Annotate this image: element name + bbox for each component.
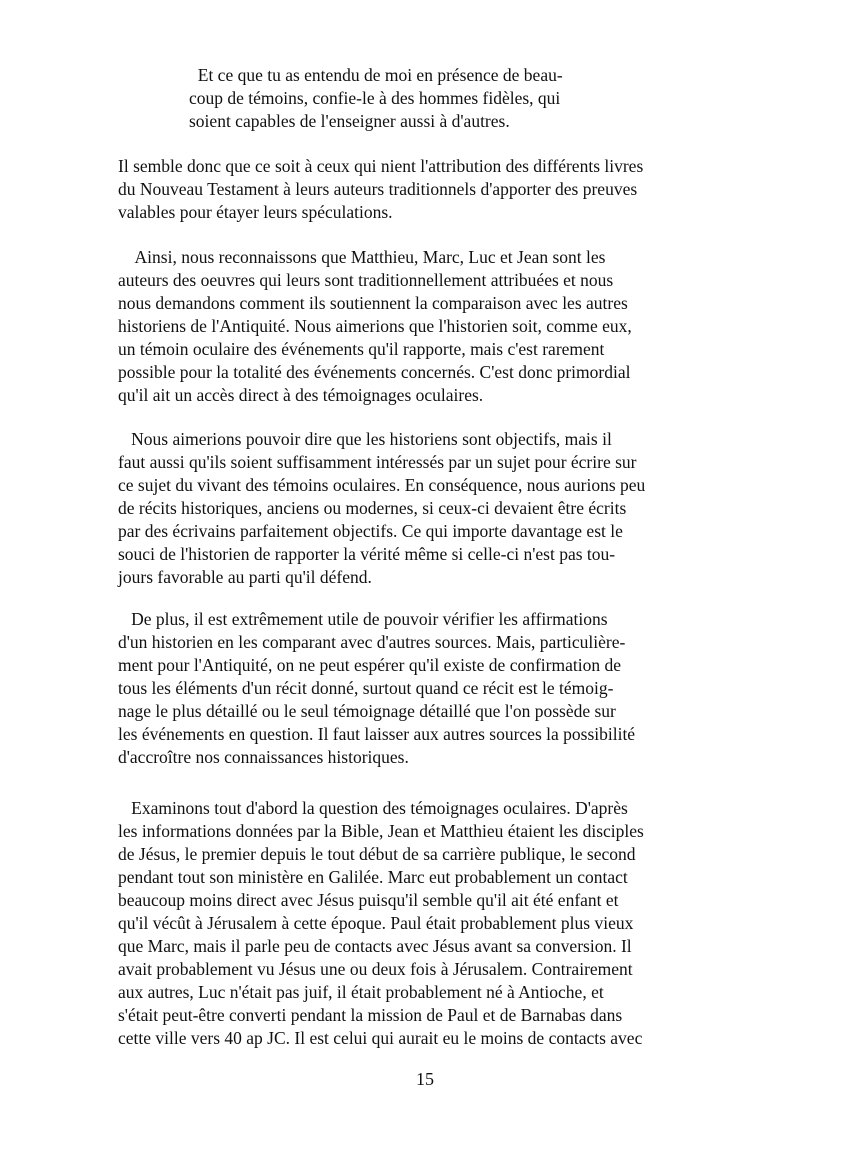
text-line: auteurs des oeuvres qui leurs sont traditionnellement attribuées et nous [118,270,614,290]
paragraph-1 [118,155,758,224]
text-line: possible pour la totalité des événements concernés. C'est donc primordial [118,362,631,382]
text-line: soient capables de l'enseigner aussi à d'autres. [189,111,510,131]
text-line: Ainsi, nous reconnaissons que Matthieu, Marc, Luc et Jean sont les [118,247,606,267]
text-line: qu'il vécût à Jérusalem à cette époque. Paul était probablement plus vieux [118,913,634,933]
text-line: qu'il ait un accès direct à des témoignages oculaires. [118,385,484,405]
text-line: De plus, il est extrêmement utile de pouvoir vérifier les affirmations [118,609,608,629]
text-line: Examinons tout d'abord la question des témoignages oculaires. D'après [118,798,628,818]
text-line: Il semble donc que ce soit à ceux qui nient l'attribution des différents livres [118,156,644,176]
text-line: nous demandons comment ils soutiennent la comparaison avec les autres [118,293,628,313]
text-line: pendant tout son ministère en Galilée. Marc eut probablement un contact [118,867,628,887]
paragraph-3 [118,428,758,589]
text-line: historiens de l'Antiquité. Nous aimerions que l'historien soit, comme eux, [118,316,632,336]
text-line: un témoin oculaire des événements qu'il rapporte, mais c'est rarement [118,339,605,359]
text-line: s'était peut-être converti pendant la mission de Paul et de Barnabas dans [118,1005,623,1025]
text-line: de Jésus, le premier depuis le tout début de sa carrière publique, le second [118,844,636,864]
text-line: avait probablement vu Jésus une ou deux fois à Jérusalem. Contrairement [118,959,633,979]
text-line: d'accroître nos connaissances historiques. [118,747,409,767]
text-line: de récits historiques, anciens ou modernes, si ceux-ci devaient être écrits [118,498,627,518]
text-line: nage le plus détaillé ou le seul témoignage détaillé que l'on possède sur [118,701,616,721]
text-line: valables pour étayer leurs spéculations. [118,202,393,222]
text-line: aux autres, Luc n'était pas juif, il était probablement né à Antioche, et [118,982,604,1002]
paragraph-4 [118,608,758,769]
text-line: cette ville vers 40 ap JC. Il est celui qui aurait eu le moins de contacts avec [118,1028,643,1048]
text-line: du Nouveau Testament à leurs auteurs traditionnels d'apporter des preuves [118,179,638,199]
text-line: par des écrivains parfaitement objectifs. Ce qui importe davantage est le [118,521,623,541]
text-line: tous les éléments d'un récit donné, surtout quand ce récit est le témoig- [118,678,614,698]
paragraph-5 [118,797,758,1050]
text-line: que Marc, mais il parle peu de contacts avec Jésus avant sa conversion. Il [118,936,632,956]
text-line: les informations données par la Bible, Jean et Matthieu étaient les disciples [118,821,644,841]
scripture-quote [189,64,659,133]
page-number: 15 [416,1069,434,1089]
text-line: Nous aimerions pouvoir dire que les historiens sont objectifs, mais il [118,429,612,449]
text-line: ce sujet du vivant des témoins oculaires. En conséquence, nous aurions peu [118,475,646,495]
text-line: souci de l'historien de rapporter la vérité même si celle-ci n'est pas tou- [118,544,616,564]
text-line: ment pour l'Antiquité, on ne peut espérer qu'il existe de confirmation de [118,655,621,675]
text-line: jours favorable au parti qu'il défend. [118,567,372,587]
text-line: Et ce que tu as entendu de moi en présence de beau- [189,65,563,85]
paragraph-2 [118,246,758,407]
text-line: d'un historien en les comparant avec d'autres sources. Mais, particulière- [118,632,626,652]
text-line: beaucoup moins direct avec Jésus puisqu'il semble qu'il ait été enfant et [118,890,619,910]
text-line: les événements en question. Il faut laisser aux autres sources la possibilité [118,724,636,744]
text-line: faut aussi qu'ils soient suffisamment intéressés par un sujet pour écrire sur [118,452,637,472]
text-line: coup de témoins, confie-le à des hommes fidèles, qui [189,88,561,108]
